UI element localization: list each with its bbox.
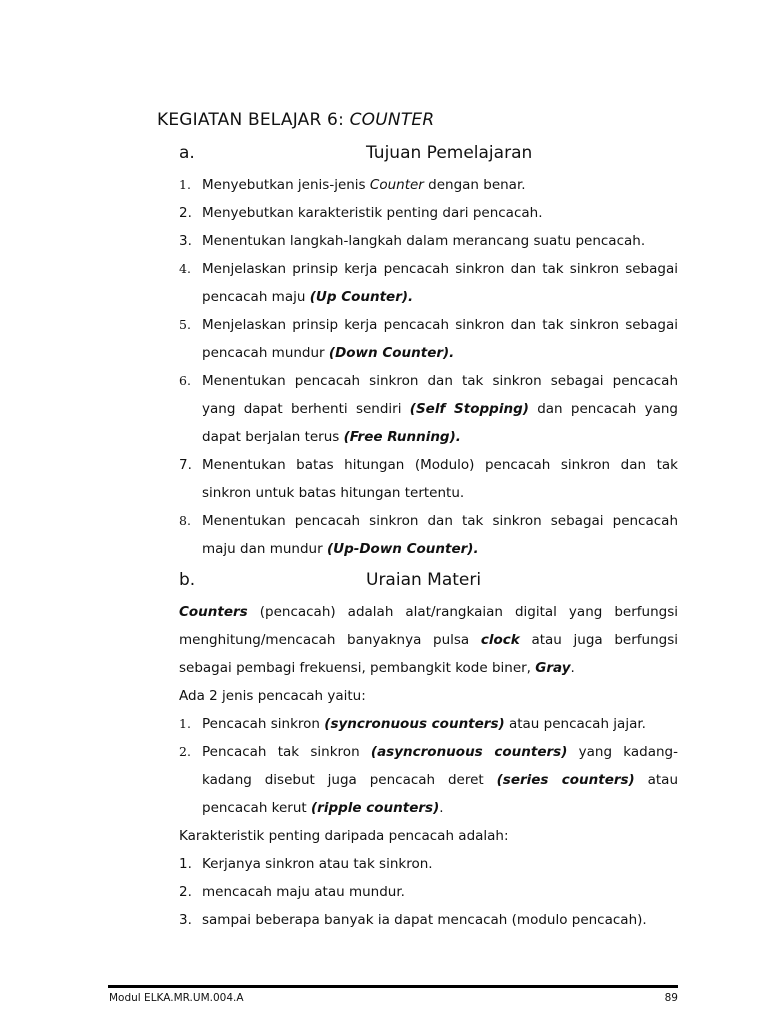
intro-paragraph — [179, 598, 678, 682]
section-b-letter: b. — [179, 570, 196, 590]
chapter-topic: COUNTER — [349, 110, 435, 130]
item-text: Menyebutkan jenis-jenis — [202, 177, 370, 193]
item-text: Pencacah tak sinkron — [202, 744, 371, 760]
characteristic-item-1 — [179, 850, 678, 878]
item-number: 7. — [179, 457, 192, 473]
item-emphasis: (syncronuous counters) — [324, 716, 505, 732]
types-intro: Ada 2 jenis pencacah yaitu: — [179, 688, 366, 704]
item-text: Menyebutkan karakteristik penting dari pencacah. — [202, 205, 543, 221]
item-text: . — [439, 800, 444, 816]
objective-item-4 — [179, 255, 678, 311]
objective-item-1 — [179, 171, 678, 199]
item-emphasis: Counter — [369, 177, 424, 193]
footer-page-number: 89 — [664, 992, 678, 1004]
item-number: 2. — [179, 744, 191, 759]
item-number: 8. — [179, 513, 191, 528]
objective-item-7 — [179, 451, 678, 507]
item-number: 1. — [179, 177, 191, 192]
objective-item-6 — [179, 367, 678, 451]
intro-text: atau juga berfungsi sebagai pembagi frekuensi, pembangkit kode biner, — [179, 632, 678, 676]
objective-item-5 — [179, 311, 678, 367]
item-text: Kerjanya sinkron atau tak sinkron. — [202, 856, 433, 872]
item-emphasis: (ripple counters) — [311, 800, 440, 816]
item-emphasis: (series counters) — [496, 772, 635, 788]
type-item-2 — [179, 738, 678, 822]
objective-item-2 — [179, 199, 678, 227]
item-number: 6. — [179, 373, 191, 388]
item-number: 1. — [179, 856, 192, 872]
section-a-title: Tujuan Pemelajaran — [366, 143, 533, 163]
item-number: 1. — [179, 716, 191, 731]
item-text: Pencacah sinkron — [202, 716, 325, 732]
item-emphasis: (Free Running). — [343, 429, 461, 445]
item-text: dan pencacah yang dapat berjalan terus — [202, 401, 678, 445]
item-text: Menentukan langkah-langkah dalam merancang suatu pencacah. — [202, 233, 646, 249]
item-number: 2. — [179, 205, 192, 221]
chapter-title — [157, 110, 434, 130]
item-number: 3. — [179, 912, 192, 928]
intro-text: (pencacah) adalah alat/rangkaian digital yang berfungsi menghitung/mencacah banyaknya pulsa — [179, 604, 678, 648]
item-emphasis: (asyncronuous counters) — [370, 744, 568, 760]
intro-emphasis: Gray — [535, 660, 571, 676]
item-emphasis: (Self Stopping) — [409, 401, 529, 417]
item-text: Menentukan pencacah sinkron dan tak sinkron sebagai pencacah yang dapat berhenti sendiri — [202, 373, 678, 417]
item-text: Menentukan batas hitungan (Modulo) pencacah sinkron dan tak sinkron untuk batas hitungan tertentu. — [202, 457, 678, 501]
item-number: 4. — [179, 261, 191, 276]
section-b-title: Uraian Materi — [366, 570, 482, 590]
item-text: Menentukan pencacah sinkron dan tak sinkron sebagai pencacah maju dan mundur — [202, 513, 678, 557]
footer-divider — [108, 985, 678, 988]
objective-item-8 — [179, 507, 678, 563]
intro-text: . — [570, 660, 575, 676]
characteristic-item-2 — [179, 878, 678, 906]
item-text: sampai beberapa banyak ia dapat mencacah (modulo pencacah). — [202, 912, 647, 928]
objective-item-3 — [179, 227, 678, 255]
item-emphasis: (Up Counter). — [309, 289, 414, 305]
intro-emphasis: Counters — [179, 604, 248, 620]
item-emphasis: (Up-Down Counter). — [326, 541, 479, 557]
chapter-label: KEGIATAN BELAJAR 6: — [157, 110, 344, 130]
characteristics-intro: Karakteristik penting daripada pencacah adalah: — [179, 828, 509, 844]
item-text: dengan benar. — [423, 177, 526, 193]
type-item-1 — [179, 710, 678, 738]
intro-emphasis: clock — [480, 632, 520, 648]
item-number: 2. — [179, 884, 192, 900]
item-text: Menjelaskan prinsip kerja pencacah sinkron dan tak sinkron sebagai pencacah mundur — [202, 317, 678, 361]
item-number: 3. — [179, 233, 192, 249]
footer-module-code: Modul ELKA.MR.UM.004.A — [109, 992, 244, 1004]
item-text: atau pencacah jajar. — [504, 716, 646, 732]
section-a-letter: a. — [179, 143, 195, 163]
item-text: yang kadang-kadang disebut juga pencacah deret — [202, 744, 679, 788]
item-emphasis: (Down Counter). — [328, 345, 455, 361]
characteristic-item-3 — [179, 906, 678, 934]
item-text: mencacah maju atau mundur. — [202, 884, 405, 900]
item-number: 5. — [179, 317, 191, 332]
item-text: atau pencacah kerut — [202, 772, 679, 816]
item-text: Menjelaskan prinsip kerja pencacah sinkron dan tak sinkron sebagai pencacah maju — [202, 261, 678, 305]
